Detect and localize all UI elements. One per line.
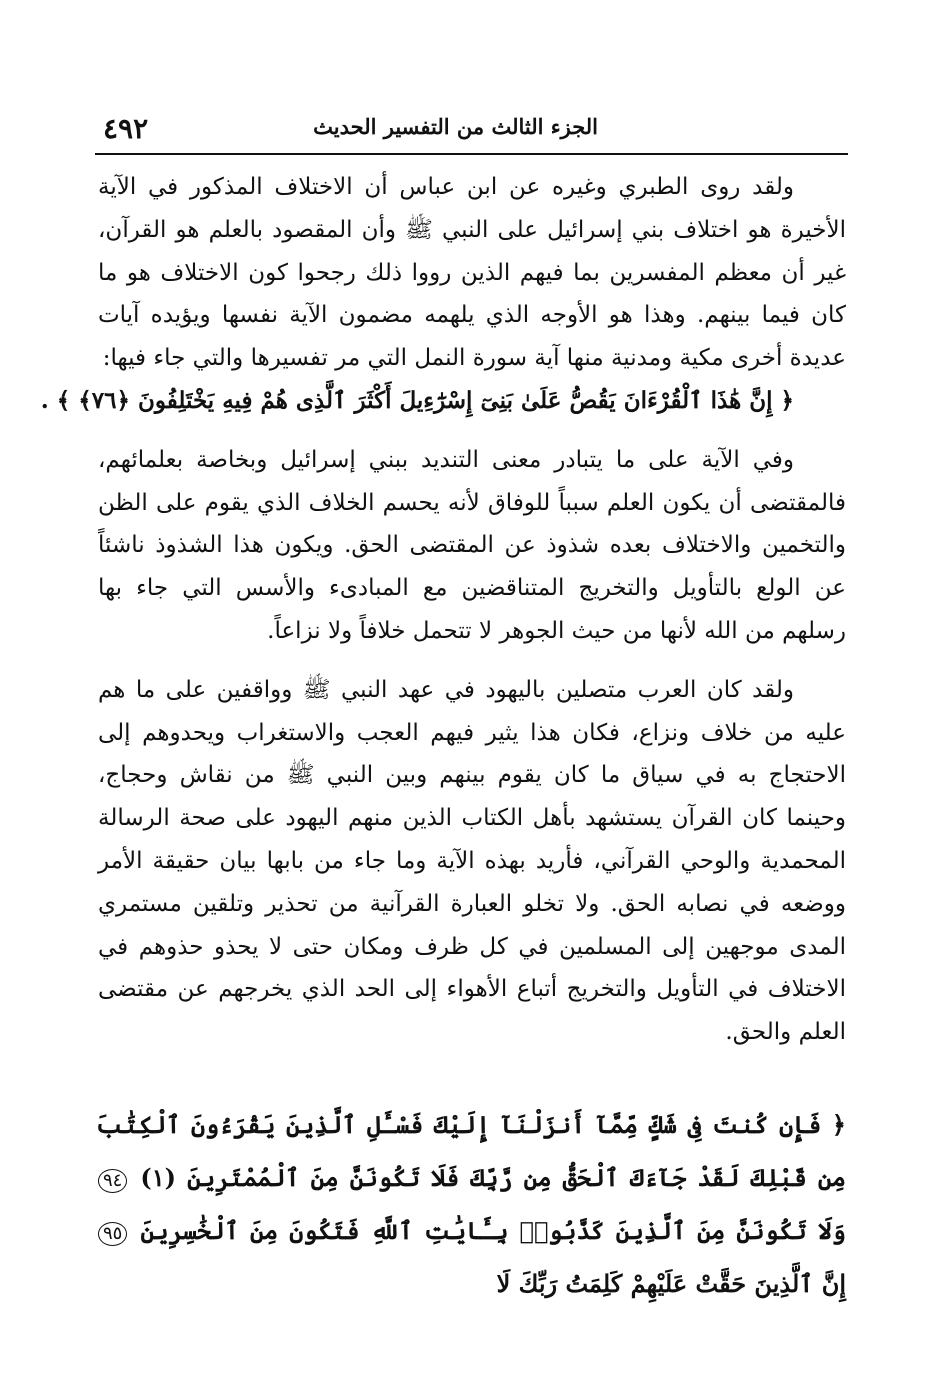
footnote-marker: (١): [140, 1163, 177, 1192]
running-title: الجزء الثالث من التفسير الحديث: [313, 114, 598, 139]
ayah-number-94: ٩٤: [98, 1169, 127, 1193]
verse-95-text: وَلَا تَكُونَنَّ مِنَ ٱلَّذِينَ كَذَّبُوا۟ بِـَٔايَٰتِ ٱللَّهِ فَتَكُونَ مِنَ ٱلْخَٰسِرِينَ: [140, 1216, 846, 1245]
quoted-verse: ﴿ إِنَّ هَٰذَا ٱلْقُرْءَانَ يَقُصُّ عَلَىٰ بَنِىٓ إِسْرَٰٓءِيلَ أَكْثَرَ ٱلَّذِى هُمْ فِيهِ يَخْتَلِفُونَ ﴿٧٦﴾ ﴾ .: [40, 386, 794, 414]
paragraph-3: ولقد كان العرب متصلين باليهود في عهد النبي ﷺ وواقفين على ما هم عليه من خلاف ونزاع، فكان هذا يثير فيهم العجب والاستغراب ويحدوهم إلى الاحتجاج به في سياق ما كان يقوم بينهم وبين النبي ﷺ من نقاش وحجاج، وحينما كان القرآن يستشهد بأهل الكتاب الذين منهم اليهود على صحة الرسالة المحمدية والوحي القرآني، فأريد بهذه الآية وما جاء من بابها بيان حقيقة الأمر ووضعه في نصابه الحق. ولا تخلو العبارة القرآنية من تحذير وتلقين مستمري المدى موجهين إلى المسلمين في كل ظرف ومكان حتى لا يحذو حذوهم في الاختلاف في التأويل والتخريج أتباع الأهواء إلى الحد الذي يخرجهم عن مقتضى العلم والحق.: [98, 676, 847, 1046]
verse-96-text: إِنَّ ٱلَّذِينَ حَقَّتْ عَلَيْهِمْ كَلِمَتُ رَبِّكَ لَا: [496, 1269, 846, 1298]
commentary-text: [40, 166, 847, 1054]
verse-94-text: ﴿ فَإِن كُنتَ فِى شَكٍّ مِّمَّآ أَنزَلْنَآ إِلَيْكَ فَسْـَٔلِ ٱلَّذِينَ يَقْرَءُونَ ٱلْكِتَٰبَ مِن قَبْلِكَ لَقَدْ جَآءَكَ ٱلْحَقُّ مِن رَّبِّكَ فَلَا تَكُونَنَّ مِنَ ٱلْمُمْتَرِينَ: [96, 1110, 847, 1192]
page-number: ٤٩٢: [103, 112, 149, 145]
paragraph-1: ولقد روى الطبري وغيره عن ابن عباس أن الاختلاف المذكور في الآية الأخيرة هو اختلاف بني إسرائيل على النبي ﷺ وأن المقصود بالعلم هو القرآن، غير أن معظم المفسرين بما فيهم الذين رووا ذلك رجحوا كون الاختلاف هو ما كان فيما بينهم. وهذا هو الأوجه الذي يلهمه مضمون الآية نفسها ويؤيده آيات عديدة أخرى مكية ومدنية منها آية سورة النمل التي مر تفسيرها والتي جاء فيها:: [98, 174, 846, 372]
paragraph-2: وفي الآية على ما يتبادر معنى التنديد ببني إسرائيل وبخاصة بعلمائهم، فالمقتضى أن يكون العلم سبباً للوفاق لأنه يحسم الخلاف الذي يقوم على الظن والتخمين والاختلاف بعده شذوذ عن المقتضى الحق. ويكون هذا الشذوذ ناشئاً عن الولع بالتأويل والتخريج المتناقضين مع المبادىء والأسس التي جاء بها رسلهم من الله لأنها من حيث الجوهر لا تتحمل خلافاً ولا نزاعاً.: [98, 446, 846, 644]
header-rule: [95, 153, 848, 155]
page-header: [95, 108, 848, 152]
ayah-number-95: ٩٥: [98, 1222, 127, 1246]
quran-verses-block: [96, 1098, 846, 1310]
